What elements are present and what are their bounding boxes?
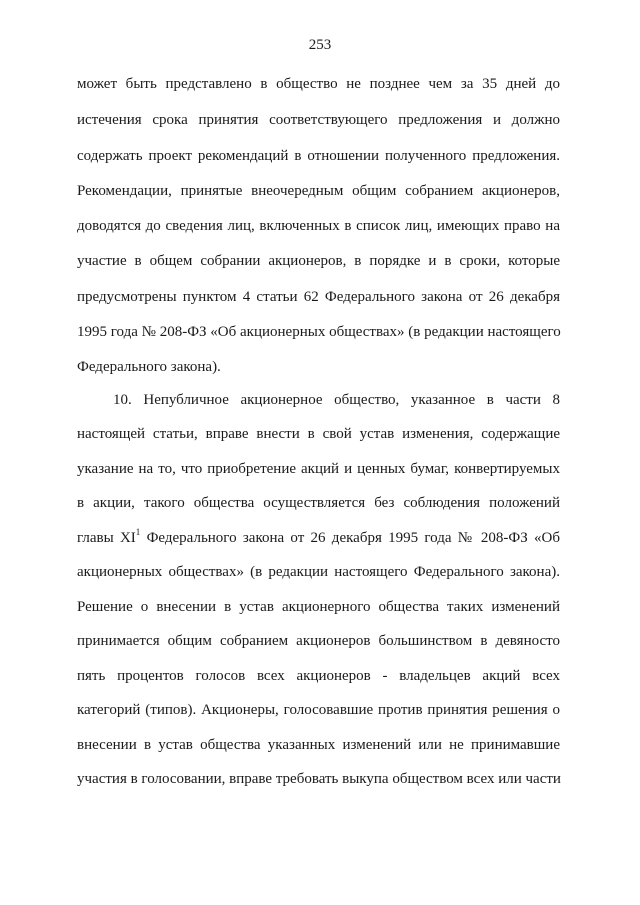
text-line: 10. Непубличное акционерное общество, указанное в части 8 <box>113 392 560 408</box>
text-line: предусмотрены пунктом 4 статьи 62 Федерального закона от 26 декабря <box>77 289 560 305</box>
text-line: 1995 года № 208-ФЗ «Об акционерных обществах» (в редакции настоящего <box>77 324 561 340</box>
text-line <box>77 529 560 547</box>
text-line: содержать проект рекомендаций в отношении полученного предложения. <box>77 148 560 164</box>
text-line: доводятся до сведения лиц, включенных в список лиц, имеющих право на <box>77 218 560 234</box>
text-line: истечения срока принятия соответствующего предложения и должно <box>77 112 560 128</box>
text-line: внесении в устав общества указанных изменений или не принимавшие <box>77 737 560 753</box>
text-line: указание на то, что приобретение акций и ценных бумаг, конвертируемых <box>77 461 560 477</box>
page-number: 253 <box>308 37 332 53</box>
text-segment: Федерального закона от 26 декабря 1995 года № 208-ФЗ «Об <box>140 530 560 546</box>
text-line: в акции, такого общества осуществляется без соблюдения положений <box>77 495 560 511</box>
superscript: 1 <box>135 527 141 537</box>
text-line: Рекомендации, принятые внеочередным общим собранием акционеров, <box>77 183 560 199</box>
text-line: принимается общим собранием акционеров большинством в девяносто <box>77 633 560 649</box>
text-line: может быть представлено в общество не позднее чем за 35 дней до <box>77 76 560 92</box>
text-line: участия в голосовании, вправе требовать выкупа обществом всех или части <box>77 771 561 787</box>
text-line: настоящей статьи, вправе внести в свой устав изменения, содержащие <box>77 426 560 442</box>
text-line: Федерального закона). <box>77 359 221 375</box>
text-segment: главы XI <box>77 530 136 546</box>
text-line: категорий (типов). Акционеры, голосовавшие против принятия решения о <box>77 702 560 718</box>
text-line: участие в общем собрании акционеров, в порядке и в сроки, которые <box>77 253 560 269</box>
text-line: пять процентов голосов всех акционеров - владельцев акций всех <box>77 668 560 684</box>
text-line: Решение о внесении в устав акционерного общества таких изменений <box>77 599 560 615</box>
text-line: акционерных обществах» (в редакции настоящего Федерального закона). <box>77 564 560 580</box>
